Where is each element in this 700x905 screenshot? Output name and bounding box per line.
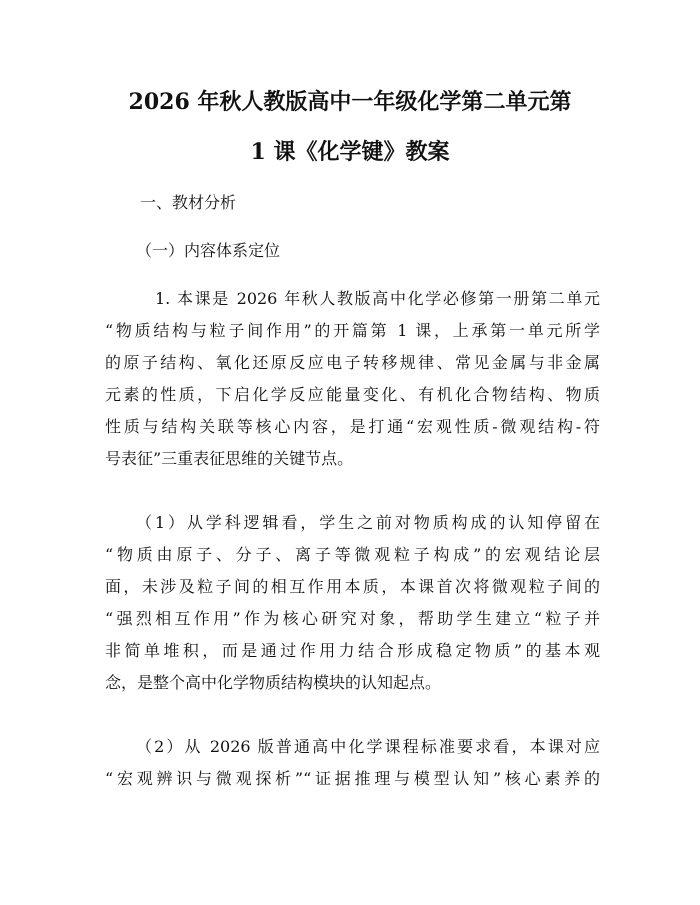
paragraph-line: “物质结构与粒子间作用”的开篇第 1 课，上承第一单元所学: [105, 321, 600, 340]
subsection-heading: （一）内容体系定位: [136, 241, 281, 260]
paragraph-line: 念，是整个高中化学物质结构模块的认知起点。: [105, 673, 442, 692]
paragraph-line: （2）从 2026 版普通高中化学课程标准要求看，本课对应: [136, 737, 600, 756]
section-heading: 一、教材分析: [140, 193, 237, 212]
document-title-line-2: 1 课《化学键》教案: [250, 139, 450, 165]
paragraph-line: 非简单堆积，而是通过作用力结合形成稳定物质”的基本观: [105, 641, 600, 660]
paragraph-line: 性质与结构关联等核心内容，是打通“宏观性质-微观结构-符: [105, 417, 600, 436]
paragraph-line: 的原子结构、氧化还原反应电子转移规律、常见金属与非金属: [105, 353, 600, 372]
paragraph-line: 1. 本课是 2026 年秋人教版高中化学必修第一册第二单元: [155, 289, 600, 308]
paragraph-line: 元素的性质，下启化学反应能量变化、有机化合物结构、物质: [105, 385, 600, 404]
paragraph-line: “物质由原子、分子、离子等微观粒子构成”的宏观结论层: [105, 545, 600, 564]
paragraph-line: “强烈相互作用”作为核心研究对象，帮助学生建立“粒子并: [105, 609, 600, 628]
paragraph-line: 号表征”三重表征思维的关键节点。: [105, 449, 354, 468]
paragraph-line: 面，未涉及粒子间的相互作用本质，本课首次将微观粒子间的: [105, 577, 600, 596]
document-title-line-1: 2026 年秋人教版高中一年级化学第二单元第: [128, 89, 572, 115]
paragraph-line: （1）从学科逻辑看，学生之前对物质构成的认知停留在: [136, 513, 600, 532]
paragraph-line: “宏观辨识与微观探析”“证据推理与模型认知”核心素养的: [105, 769, 600, 788]
